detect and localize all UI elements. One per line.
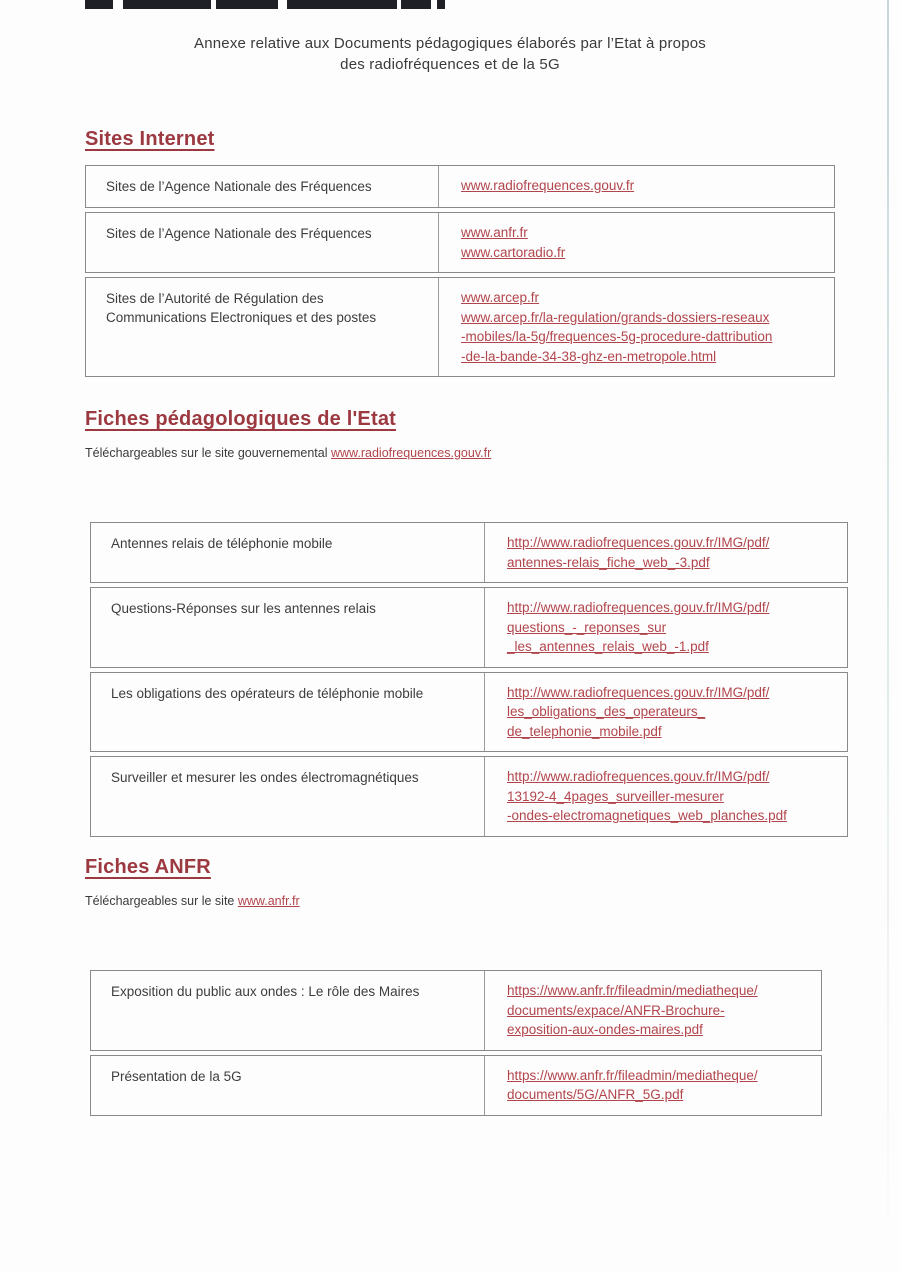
document-link[interactable]: de_telephonie_mobile.pdf	[507, 723, 662, 739]
table-row	[90, 756, 848, 837]
document-link[interactable]: exposition-aux-ondes-maires.pdf	[507, 1022, 703, 1037]
table-row	[85, 212, 835, 273]
document-link[interactable]: https://www.anfr.fr/fileadmin/mediatheque/	[507, 983, 758, 998]
row-label-line: Sites de l’Agence Nationale des Fréquences	[106, 226, 372, 241]
row-links-cell	[484, 588, 847, 667]
document-link[interactable]: https://www.anfr.fr/fileadmin/mediatheque/	[507, 1067, 758, 1083]
row-links-cell	[484, 757, 847, 836]
row-label-cell	[91, 523, 484, 582]
row-links-cell	[484, 971, 821, 1050]
row-label-line: Communications Electroniques et des postes	[106, 310, 377, 325]
row-label-line: Questions-Réponses sur les antennes relais	[111, 601, 376, 616]
table-row	[90, 970, 822, 1051]
sites-internet-table	[85, 165, 835, 377]
document-link[interactable]: http://www.radiofrequences.gouv.fr/IMG/pdf/	[507, 769, 770, 784]
row-label-cell	[86, 278, 438, 376]
document-link[interactable]: -de-la-bande-34-38-ghz-en-metropole.html	[461, 348, 717, 364]
row-label-line: Sites de l’Agence Nationale des Fréquences	[106, 179, 372, 194]
section-fiches-anfr	[85, 854, 822, 1120]
row-label-cell	[91, 971, 484, 1050]
cutoff-fragment-segment	[216, 0, 278, 9]
document-link[interactable]: questions_-_reponses_sur	[507, 619, 667, 635]
table-row	[90, 522, 848, 583]
document-link[interactable]: documents/expace/ANFR-Brochure-	[507, 1002, 725, 1018]
fiches-etat-table	[90, 522, 848, 837]
document-title	[0, 0, 900, 75]
document-link[interactable]: www.arcep.fr/la-regulation/grands-dossiers-reseaux	[461, 309, 770, 325]
document-link[interactable]: antennes-relais_fiche_web_-3.pdf	[507, 554, 710, 570]
row-links-cell	[438, 213, 834, 272]
document-link[interactable]: www.radiofrequences.gouv.fr	[461, 178, 635, 193]
row-label-line: Les obligations des opérateurs de téléphonie mobile	[111, 685, 424, 701]
document-link[interactable]: documents/5G/ANFR_5G.pdf	[507, 1087, 684, 1102]
document-link[interactable]: http://www.radiofrequences.gouv.fr/IMG/pdf/	[507, 684, 770, 700]
section-heading-sites-internet: Sites Internet	[85, 128, 215, 150]
document-title-line1: Annexe relative aux Documents pédagogiques élaborés par l’Etat à propos	[193, 35, 706, 52]
cutoff-fragment-segment	[123, 0, 211, 9]
table-row	[90, 1055, 822, 1116]
row-links-cell	[438, 166, 834, 207]
cutoff-fragment-segment	[287, 0, 397, 9]
row-label-cell	[91, 673, 484, 752]
row-label-line: Antennes relais de téléphonie mobile	[111, 536, 333, 551]
cutoff-fragment-segment	[85, 0, 113, 9]
section-heading-fiches-anfr: Fiches ANFR	[85, 856, 211, 878]
row-label-cell	[91, 588, 484, 667]
document-link[interactable]: les_obligations_des_operateurs_	[507, 704, 706, 719]
row-links-cell	[484, 523, 847, 582]
row-links-cell	[484, 1056, 821, 1115]
document-link[interactable]: http://www.radiofrequences.gouv.fr/IMG/pdf/	[507, 600, 770, 615]
table-row	[90, 672, 848, 753]
document-link[interactable]: http://www.radiofrequences.gouv.fr/IMG/pdf/	[507, 535, 770, 550]
row-label-cell	[86, 213, 438, 272]
document-link[interactable]: www.anfr.fr	[461, 225, 528, 240]
row-label-line: Exposition du public aux ondes : Le rôle des Maires	[111, 984, 420, 999]
document-link[interactable]: 13192-4_4pages_surveiller-mesurer	[507, 788, 724, 804]
table-row	[85, 277, 835, 377]
intro-text: Téléchargeables sur le site gouvernemental	[85, 446, 331, 460]
document-link[interactable]: -ondes-electromagnetiques_web_planches.pdf	[507, 808, 787, 823]
section-intro-fiches-anfr	[85, 893, 822, 910]
row-label-cell	[86, 166, 438, 207]
row-label-cell	[91, 1056, 484, 1115]
section-sites-internet	[85, 126, 835, 381]
cutoff-fragment-segment	[401, 0, 431, 9]
document-link[interactable]: _les_antennes_relais_web_-1.pdf	[507, 639, 709, 654]
document-title-line2: des radiofréquences et de la 5G	[340, 56, 560, 73]
row-links-cell	[484, 673, 847, 752]
cutoff-fragment-segment	[437, 0, 445, 9]
intro-link[interactable]: www.anfr.fr	[237, 894, 300, 908]
table-row	[85, 165, 835, 208]
section-intro-fiches-etat	[85, 445, 848, 462]
scan-edge-artifact	[887, 0, 889, 1272]
row-label-line: Surveiller et mesurer les ondes électromagnétiques	[111, 770, 419, 785]
section-fiches-etat	[85, 406, 848, 841]
document-link[interactable]: www.cartoradio.fr	[461, 244, 566, 260]
table-row	[90, 587, 848, 668]
fiches-anfr-table	[90, 970, 822, 1116]
row-label-line: Présentation de la 5G	[111, 1068, 242, 1084]
row-label-line: Sites de l’Autorité de Régulation des	[106, 291, 324, 306]
document-link[interactable]: www.arcep.fr	[461, 290, 540, 305]
cutoff-text-fragment	[85, 0, 445, 9]
intro-link[interactable]: www.radiofrequences.gouv.fr	[330, 446, 492, 460]
intro-text: Téléchargeables sur le site	[85, 894, 238, 908]
row-label-cell	[91, 757, 484, 836]
document-link[interactable]: -mobiles/la-5g/frequences-5g-procedure-dattribution	[461, 329, 773, 344]
section-heading-fiches-etat: Fiches pédagologiques de l'Etat	[85, 408, 397, 430]
row-links-cell	[438, 278, 834, 376]
